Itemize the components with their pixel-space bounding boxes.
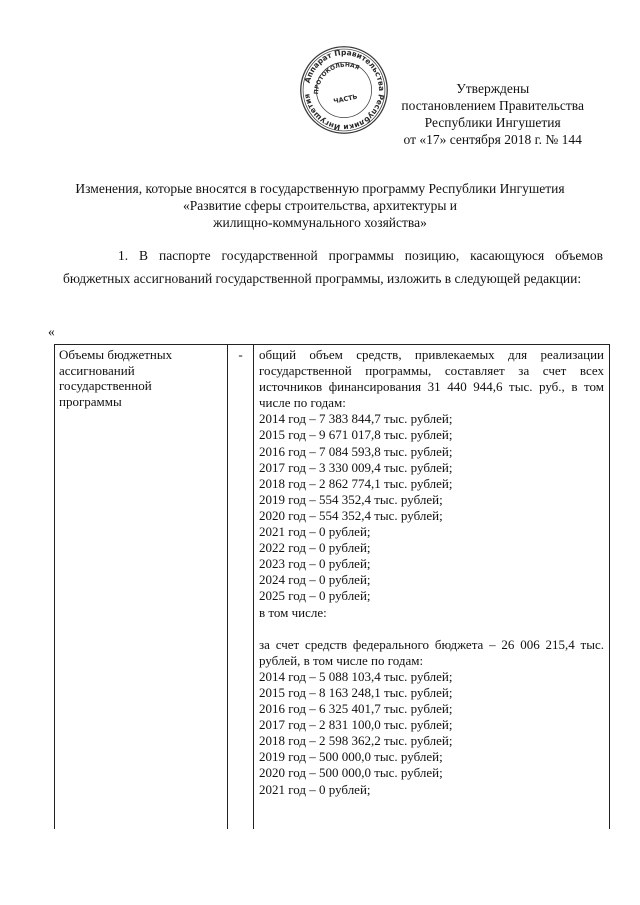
protocol-seal-stamp xyxy=(298,44,390,136)
total-year-line: 2023 год – 0 рублей; xyxy=(259,556,371,572)
document-title xyxy=(40,180,600,231)
label-line: Объемы бюджетных xyxy=(59,347,173,362)
approval-date-number: от «17» сентября 2018 г. № 144 xyxy=(403,132,582,147)
spacer xyxy=(259,621,604,637)
federal-year-line: 2018 год – 2 598 362,2 тыс. рублей; xyxy=(259,733,453,749)
including-label: в том числе: xyxy=(259,604,327,620)
title-line: жилищно-коммунального хозяйства» xyxy=(213,215,427,230)
federal-year-line: 2015 год – 8 163 248,1 тыс. рублей; xyxy=(259,684,453,700)
total-year-line: 2016 год – 7 084 593,8 тыс. рублей; xyxy=(259,443,453,459)
federal-intro: за счет средств федерального бюджета – 26 006 215,4 тыс. рублей, в том числе по годам: xyxy=(259,636,604,668)
federal-year-line: 2016 год – 6 325 401,7 тыс. рублей; xyxy=(259,701,453,717)
total-intro: общий объем средств, привлекаемых для реализации государственной программы, составляет за счет всех источников финансирования 31 440 944,6 тыс. руб., в том числе по годам: xyxy=(259,347,604,411)
total-year-line: 2014 год – 7 383 844,7 тыс. рублей; xyxy=(259,411,453,427)
title-line: «Развитие сферы строительства, архитектуры и xyxy=(182,198,458,213)
total-year-line: 2021 год – 0 рублей; xyxy=(259,524,371,540)
svg-text:Аппарат Правительства Республи: Аппарат Правительства Республики Ингушетия xyxy=(302,48,387,133)
approval-line: постановлением Правительства xyxy=(401,98,584,113)
federal-year-line: 2021 год – 0 рублей; xyxy=(259,781,371,797)
label-line: ассигнований xyxy=(59,362,135,378)
total-year-line: 2022 год – 0 рублей; xyxy=(259,540,371,556)
label-line: программы xyxy=(59,393,122,409)
approval-line: Республики Ингушетия xyxy=(424,115,561,130)
svg-text:ПРОТОКОЛЬНАЯ: ПРОТОКОЛЬНАЯ xyxy=(313,62,361,95)
federal-year-line: 2017 год – 2 831 100,0 тыс. рублей; xyxy=(259,717,453,733)
total-year-line: 2019 год – 554 352,4 тыс. рублей; xyxy=(259,491,443,507)
title-line: Изменения, которые вносятся в государственную программу Республики Ингушетия xyxy=(75,181,565,196)
approval-line: Утверждены xyxy=(456,81,530,96)
approval-block xyxy=(401,80,584,148)
amendment-paragraph: 1. В паспорте государственной программы позицию, касающуюся объемов бюджетных ассигнований государственной программы, изложить в следующей редакции: xyxy=(63,248,603,286)
total-year-line: 2020 год – 554 352,4 тыс. рублей; xyxy=(259,507,443,523)
dash: - xyxy=(238,347,243,362)
opening-quote: « xyxy=(48,324,55,339)
table-label-cell xyxy=(55,345,228,829)
svg-text:ЧАСТЬ: ЧАСТЬ xyxy=(332,92,359,106)
total-year-line: 2025 год – 0 рублей; xyxy=(259,588,371,604)
label-line: государственной xyxy=(59,378,152,393)
federal-year-line: 2014 год – 5 088 103,4 тыс. рублей; xyxy=(259,668,453,684)
federal-year-line: 2020 год – 500 000,0 тыс. рублей; xyxy=(259,765,443,781)
total-year-line: 2017 год – 3 330 009,4 тыс. рублей; xyxy=(259,459,453,475)
budget-table xyxy=(54,344,610,829)
federal-year-line: 2019 год – 500 000,0 тыс. рублей; xyxy=(259,749,443,765)
table-content-cell xyxy=(254,345,609,829)
table-dash-cell xyxy=(228,345,254,829)
total-year-line: 2018 год – 2 862 774,1 тыс. рублей; xyxy=(259,475,453,491)
total-year-line: 2024 год – 0 рублей; xyxy=(259,572,371,588)
total-year-line: 2015 год – 9 671 017,8 тыс. рублей; xyxy=(259,427,453,443)
